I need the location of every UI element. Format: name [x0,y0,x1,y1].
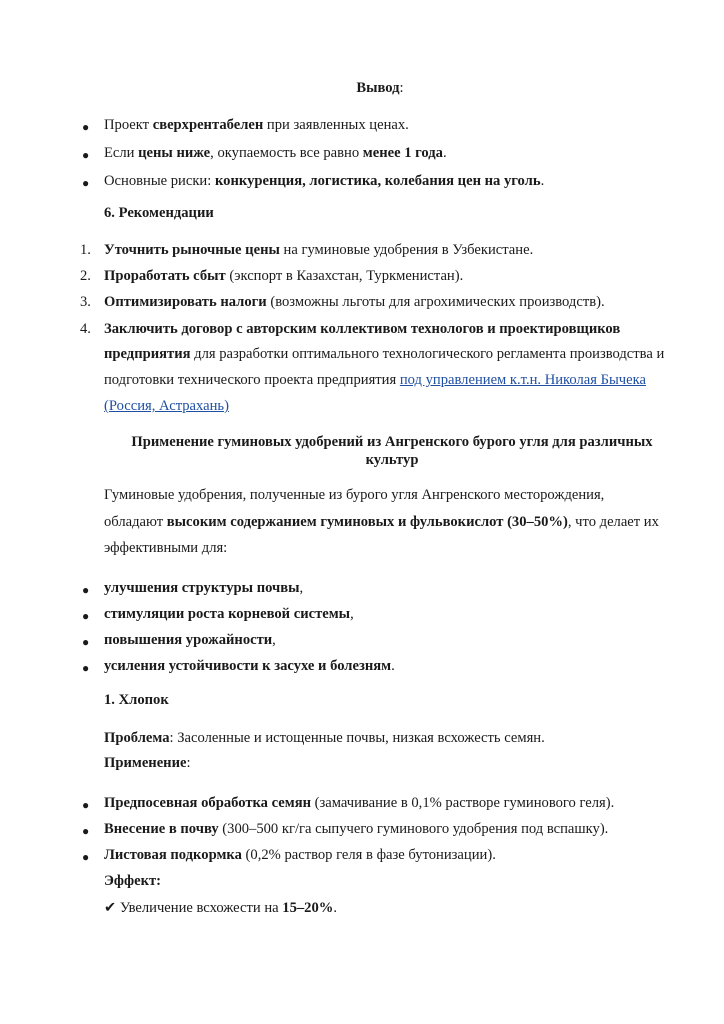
list-number: 2. [80,268,91,284]
recommendation-item-4-line4 [104,398,229,415]
effect-label: Эффект: [104,873,162,889]
problem-line: Проблема: Засоленные и истощенные почвы, низкая всхожесть семян. [104,730,545,746]
intro-line1: Гуминовые удобрения, полученные из бурого угля Ангренского месторождения, [104,487,605,503]
benefit-item: усиления устойчивости к засухе и болезням. [104,658,395,674]
bullet-icon: ● [82,824,90,838]
usage-item: Листовая подкормка (0,2% раствор геля в фазе бутонизации). [104,847,496,863]
author-link[interactable]: под управлением к.т.н. Николая Бычека [399,372,646,388]
bullet-icon: ● [82,661,90,675]
intro-line3: эффективными для: [104,540,228,556]
recommendation-item-1: Уточнить рыночные цены на гуминовые удобрения в Узбекистане. [104,242,534,258]
list-number: 3. [80,294,91,310]
list-number: 4. [80,321,91,337]
recommendation-item-4-line2: предприятия для разработки оптимального технологического регламента производства и [104,346,665,362]
conclusion-heading: Вывод: [356,80,404,96]
bullet-icon: ● [82,635,90,649]
recommendation-item-2: Проработать сбыт (экспорт в Казахстан, Туркменистан). [104,268,464,284]
bullet-icon: ● [82,798,90,812]
usage-item: Внесение в почву (300–500 кг/га сыпучего гуминового удобрения под вспашку). [104,821,609,837]
cotton-heading: 1. Хлопок [104,692,169,708]
conclusion-bullet-1: Проект сверхрентабелен при заявленных ценах. [104,117,409,133]
benefit-item: улучшения структуры почвы, [104,580,304,596]
bullet-icon: ● [82,850,90,864]
conclusion-bullet-2: Если цены ниже, окупаемость все равно менее 1 года. [104,145,447,161]
bullet-icon: ● [82,609,90,623]
bullet-icon: ● [82,120,90,134]
usage-item: Предпосевная обработка семян (замачивание в 0,1% растворе гуминового геля). [104,795,615,811]
author-link-location[interactable]: (Россия, Астрахань) [104,398,229,414]
recommendations-heading: 6. Рекомендации [104,205,214,221]
effect-line: ✔ Увеличение всхожести на 15–20%. [104,900,337,916]
recommendation-item-4-line3: подготовки технического проекта предприятия под управлением к.т.н. Николая Бычека [104,372,646,388]
bullet-icon: ● [82,176,90,190]
conclusion-bullet-3: Основные риски: конкуренция, логистика, колебания цен на уголь. [104,173,545,189]
recommendation-item-4-line1: Заключить договор с авторским коллективом технологов и проектировщиков [104,321,621,337]
intro-line2: обладают высоким содержанием гуминовых и фульвокислот (30–50%), что делает их [104,514,659,530]
section-title-line2: культур [365,452,419,468]
checkmark-icon: ✔ [104,900,117,916]
usage-label: Применение: [104,755,191,771]
bullet-icon: ● [82,148,90,162]
bullet-icon: ● [82,583,90,597]
section-title-line1: Применение гуминовых удобрений из Ангренского бурого угля для различных [131,434,653,450]
benefit-item: стимуляции роста корневой системы, [104,606,354,622]
list-number: 1. [80,242,91,258]
benefit-item: повышения урожайности, [104,632,276,648]
recommendation-item-3: Оптимизировать налоги (возможны льготы для агрохимических производств). [104,294,605,310]
